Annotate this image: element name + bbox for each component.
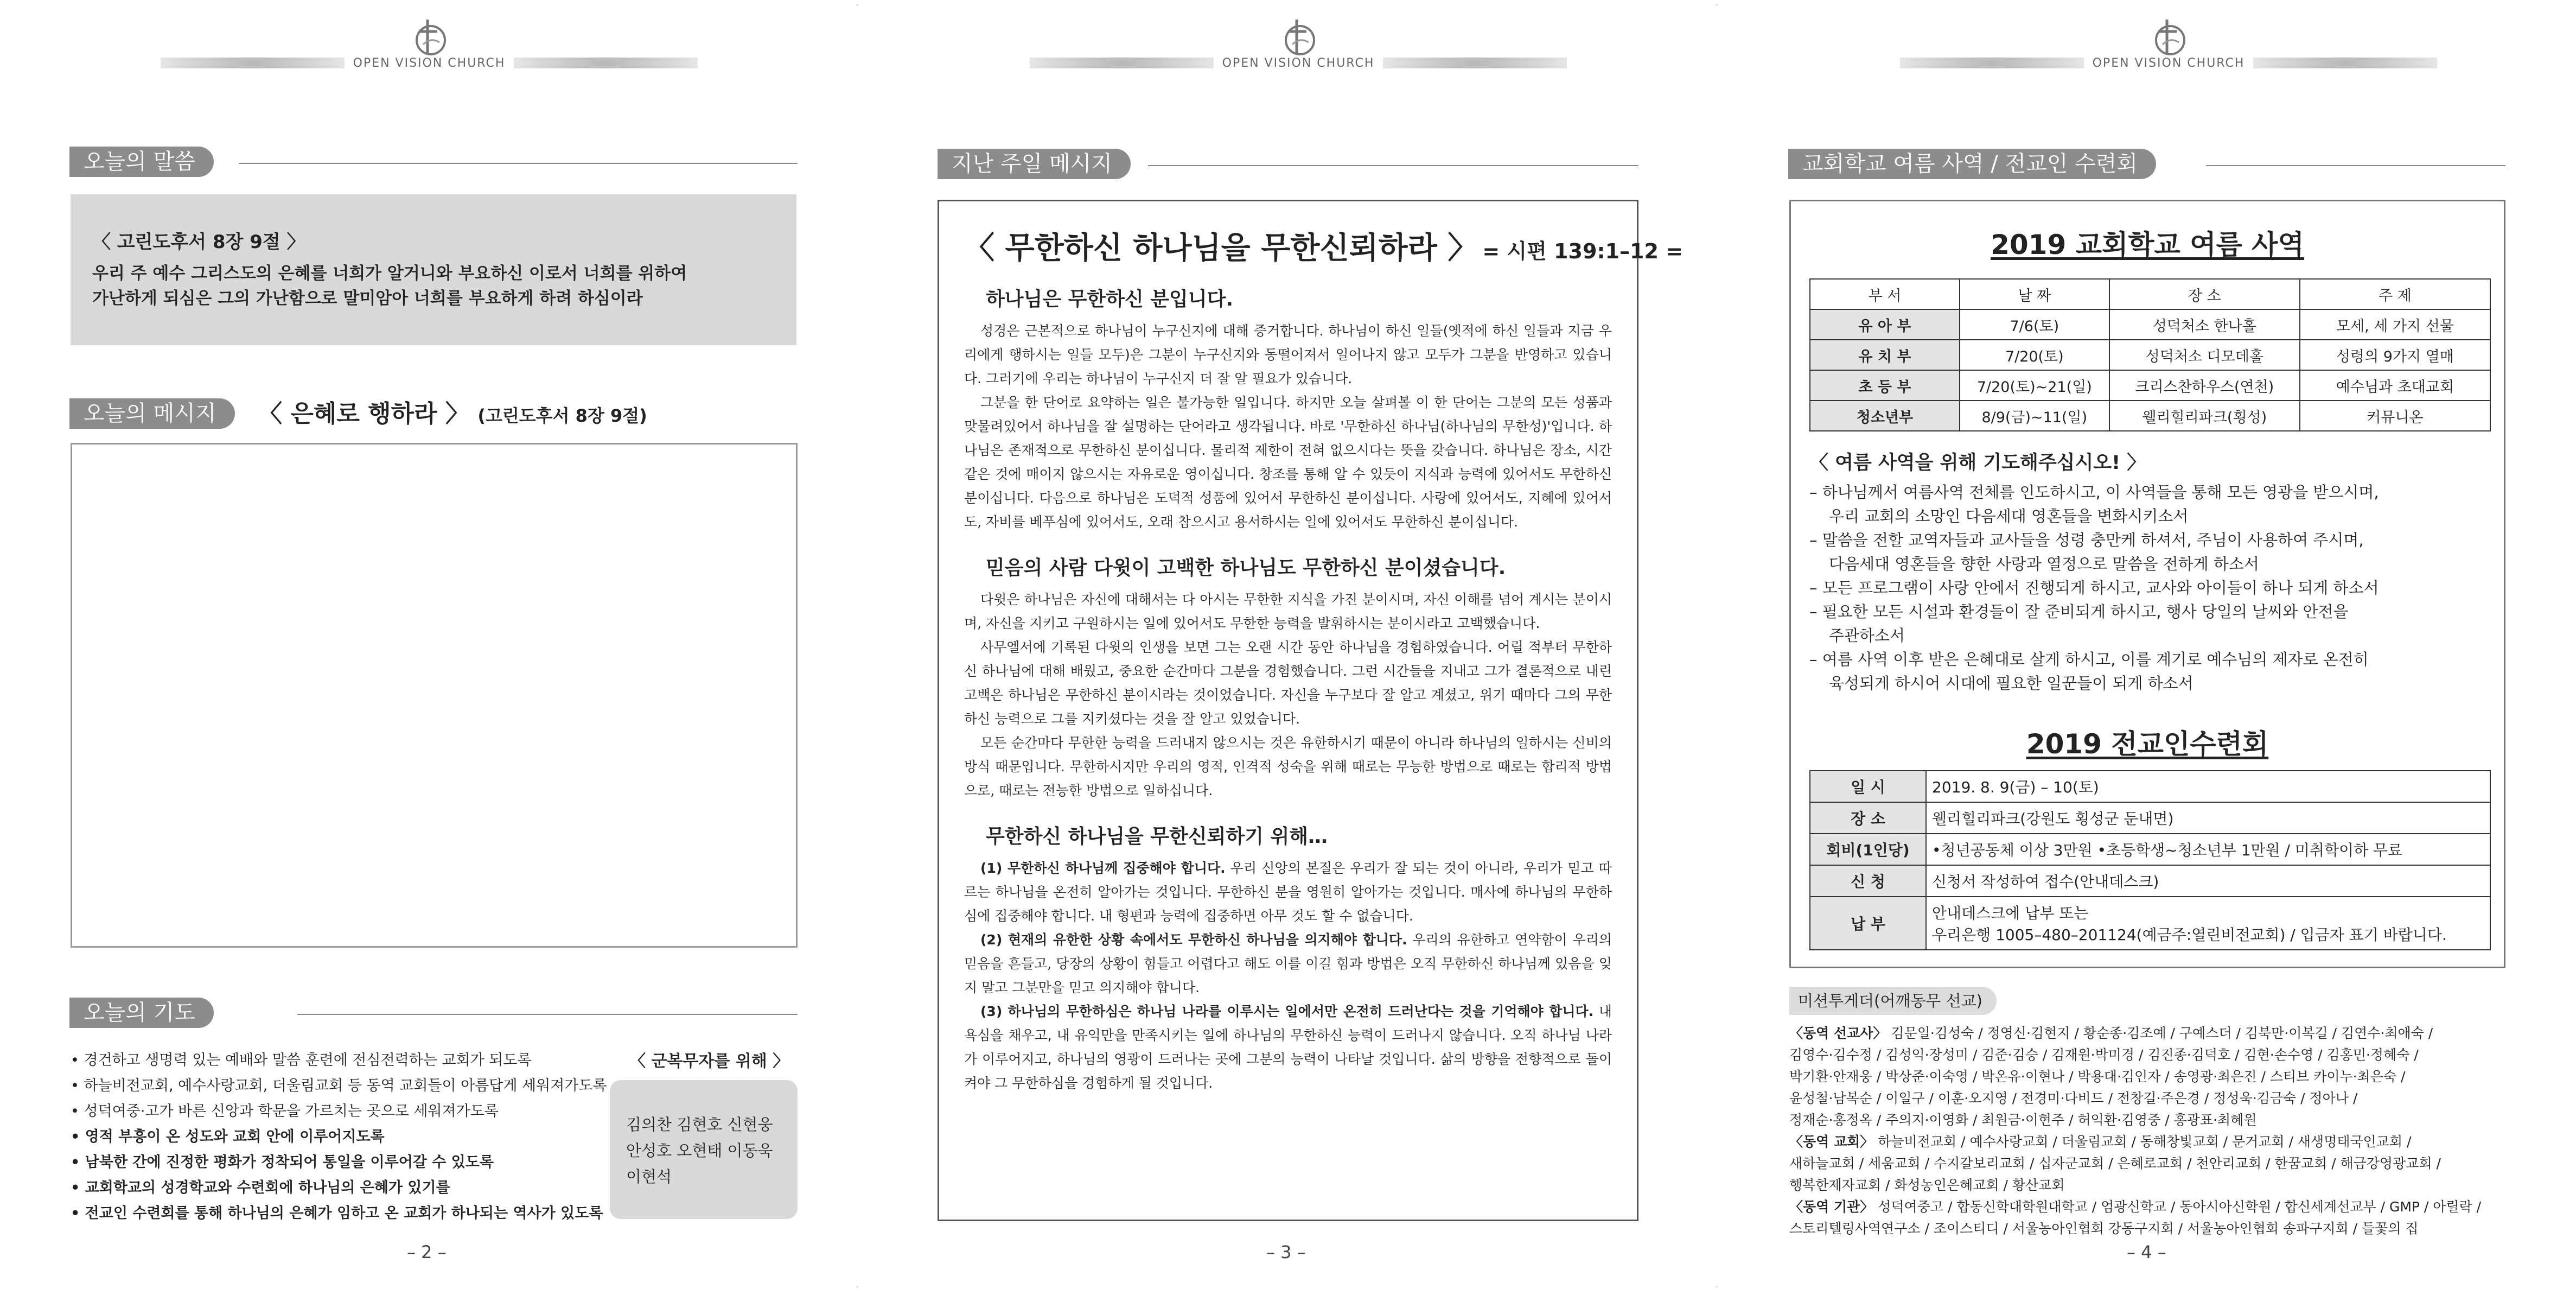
- paragraph: 다윗은 하나님은 자신에 대해서는 다 아시는 무한한 지식을 가진 분이시며, 자신 이해를 넘어 계시는 분이시며, 자신을 지키고 구원하시는 일에 있어서도 무한한 능력을 발휘하시는 분이시라고 고백했습니다.: [964, 592, 1612, 631]
- table-row: [1810, 370, 2490, 401]
- sermon-reference: = 시편 139:1–12 =: [1482, 239, 1683, 263]
- retreat-title: 2019 전교인수련회: [2026, 728, 2269, 760]
- mission-line: 김영수·김수정 / 김성익·장성미 / 김준·김승 / 김재원·박미경 / 김진종·김덕호 / 김현·손수영 / 김홍민·정혜숙 /: [1789, 1047, 2419, 1063]
- prayer-item: • 교회학교의 성경학교와 수련회에 하나님의 은혜가 있기를: [71, 1175, 613, 1201]
- paragraph: 그분을 한 단어로 요약하는 일은 불가능한 일입니다. 하지만 오늘 살펴볼 이 한 단어는 그분의 모든 성품과 맞물려있어서 하나님을 잘 설명하는 단어라고 생각됩니다. 바로 '무한하신 하나님(하나님의 무한성)'입니다. 하나님은 존재적으로 무한하신 분이십니다. 물리적 제한이 전혀 없으시다는 뜻을 갖습니다. 하나님은 장소, 시간 같은 것에 매이지 않으시는 자유로운 영이십니다. 창조를 통해 알 수 있듯이 지식과 능력에 있어서도 무한하신 분이십니다. 다음으로 하나님은 도덕적 성품에 있어서 무한하신 분이십니다. 사랑에 있어서도, 지혜에 있어서도, 자비를 베푸심에 있어서도, 오래 참으시고 용서하시는 일에 있어서도 무한하신 분이십니다.: [964, 395, 1612, 530]
- mission-label: 〈동역 기관〉: [1789, 1199, 1874, 1215]
- name-row: 안성호 오현태 이동욱: [626, 1141, 773, 1160]
- row-value: 신청서 작성하여 접수(안내데스크): [1926, 865, 2490, 897]
- name-row: 김의찬 김현호 신현웅: [626, 1115, 773, 1134]
- section-heading: 믿음의 사람 다윗이 고백한 하나님도 무한하신 분이셨습니다.: [986, 557, 1506, 579]
- cell: 성덕처소 한나홀: [2109, 309, 2300, 340]
- summer-prayer-title: 〈 여름 사역을 위해 기도해주십시오! 〉: [1809, 452, 2146, 474]
- sermon-reference: (고린도후서 8장 9절): [477, 405, 647, 426]
- row-value: 웰리힐리파크(강원도 횡성군 둔내면): [1926, 802, 2490, 834]
- prayer-line: – 여름 사역 이후 받은 은혜대로 살게 하시고, 이를 계기로 예수님의 제자로 온전히: [1809, 650, 2369, 669]
- prayer-line: 육성되게 하시어 시대에 필요한 일꾼들이 되게 하소서: [1829, 674, 2194, 693]
- cell: 성덕처소 디모데홀: [2109, 340, 2300, 370]
- row-value: 안내데스크에 납부 또는: [1932, 904, 2089, 922]
- mission-title: 미션투게더(어깨동무 선교): [1789, 987, 1997, 1015]
- summer-prayer-list: [1809, 480, 2488, 695]
- row-label: 장 소: [1810, 802, 1926, 834]
- section-heading: 하나님은 무한하신 분입니다.: [986, 288, 1234, 310]
- church-name: OPEN VISION CHURCH: [2092, 56, 2245, 70]
- prayer-item: • 전교인 수련회를 통해 하나님의 은혜가 임하고 온 교회가 하나되는 역사가 있도록: [71, 1201, 613, 1226]
- cell: 7/20(토): [1960, 340, 2109, 370]
- cell: 유 아 부: [1810, 309, 1960, 340]
- row-label: 신 청: [1810, 865, 1926, 897]
- sermon-notes-box: [71, 443, 798, 948]
- row-value: 우리은행 1005–480–201124(예금주:열린비전교회) / 입금자 표기 바랍니다.: [1932, 926, 2447, 944]
- page-number: – 3 –: [1266, 1242, 1306, 1262]
- page-number: – 2 –: [407, 1242, 447, 1262]
- verse-box: [71, 194, 796, 345]
- summer-table: [1809, 278, 2491, 431]
- prayer-list: [71, 1048, 613, 1226]
- paragraph: 사무엘서에 기록된 다윗의 인생을 보면 그는 오랜 시간 동안 하나님을 경험하였습니다. 어릴 적부터 무한하신 하나님에 대해 배웠고, 중요한 순간마다 그분을 경험했습니다. 그런 시간들을 지내고 그가 결론적으로 내린 고백은 하나님은 무한하신 분이시라는 것이었습니다. 자신을 누구보다 잘 알고 계셨고, 위기 때마다 그의 무한하신 능력으로 그를 지키셨다는 것을 잘 알고 있었습니다.: [964, 639, 1612, 727]
- cell: 웰리힐리파크(횡성): [2109, 401, 2300, 431]
- table-row: [1810, 897, 2490, 950]
- prayer-line: – 하나님께서 여름사역 전체를 인도하시고, 이 사역들을 통해 모든 영광을 받으시며,: [1809, 483, 2379, 502]
- header-band: [161, 56, 698, 69]
- mission-label: 〈동역 교회〉: [1789, 1134, 1874, 1150]
- prayer-line: 우리 교회의 소망인 다음세대 영혼들을 변화시키소서: [1829, 507, 2189, 525]
- column-header: 날 짜: [1960, 279, 2109, 309]
- mission-line: 박기환·안재웅 / 박상준·이숙영 / 박온유·이현나 / 박용대·김인자 / 송영광·최은진 / 스티브 카이누·최은숙 /: [1789, 1069, 2406, 1084]
- mission-line: 새하늘교회 / 세움교회 / 수지갈보리교회 / 십자군교회 / 은혜로교회 / 천안리교회 / 한꿈교회 / 해금강영광교회 /: [1789, 1156, 2441, 1171]
- cell: 7/6(토): [1960, 309, 2109, 340]
- section-title-last-message: 지난 주일 메시지: [938, 149, 1131, 179]
- sermon-title-text: 〈 은혜로 행하라 〉: [258, 400, 469, 428]
- church-logo-icon: [2146, 15, 2195, 59]
- mission-line: 윤성철·남복순 / 이일구 / 이훈·오지영 / 전경미·다비드 / 전창길·주은경 / 정성욱·김금숙 / 정아나 /: [1789, 1090, 2358, 1106]
- row-label: 일 시: [1810, 771, 1926, 802]
- prayer-item: • 영적 부흥이 온 성도와 교회 안에 이루어지도록: [71, 1124, 613, 1150]
- mission-text: 성덕여중고 / 합동신학대학원대학교 / 엄광신학교 / 동아시아신학원 / 합신세계선교부 / GMP / 아릴락 /: [1873, 1199, 2482, 1215]
- mission-line: 스토리텔링사역연구소 / 조이스티디 / 서울농아인협회 강동구지회 / 서울농아인협회 송파구지회 / 들꽃의 집: [1789, 1221, 2419, 1236]
- verse-line: 가난하게 되심은 그의 가난함으로 말미암아 너희를 부요하게 하려 하심이라: [92, 289, 643, 308]
- table-row: [1810, 834, 2490, 865]
- sermon-title: 〈 무한하신 하나님을 무한신뢰하라 〉: [964, 231, 1478, 266]
- fold-mark: ·: [856, 1, 859, 10]
- mission-line: [1789, 1023, 2516, 1044]
- divider: [2206, 165, 2505, 166]
- point-lead: (1) 무한하신 하나님께 집중해야 합니다.: [980, 860, 1226, 876]
- header-band: [1900, 56, 2437, 69]
- section-heading: 무한하신 하나님을 무한신뢰하기 위해…: [986, 826, 1328, 848]
- row-value-multiline: [1926, 897, 2490, 950]
- table-row: [1810, 340, 2490, 370]
- sermon-title: [258, 394, 647, 429]
- page-2: [0, 0, 857, 1295]
- mission-label: 〈동역 선교사〉: [1789, 1025, 1887, 1041]
- sermon-box: [938, 200, 1683, 1221]
- paragraph: 성경은 근본적으로 하나님이 누구신지에 대해 증거합니다. 하나님이 하신 일들(옛적에 하신 일들과 지금 우리에게 행하시는 일들 모두)은 그분이 누구신지와 동떨어져서 일어나지 않고 모두가 그분을 반영하고 있습니다. 그러기에 우리는 하나님이 누구신지 더 잘 알 필요가 있습니다.: [964, 323, 1612, 386]
- row-label: 납 부: [1810, 897, 1926, 950]
- paragraph: [964, 1000, 1612, 1095]
- point-lead: (2) 현재의 유한한 상황 속에서도 무한하신 하나님을 의지해야 합니다.: [980, 932, 1407, 948]
- column-header: 장 소: [2109, 279, 2300, 309]
- church-logo-icon: [1276, 15, 1325, 59]
- cell: 성령의 9가지 열매: [2300, 340, 2490, 370]
- cell: 크리스찬하우스(연천): [2109, 370, 2300, 401]
- page-number: – 4 –: [2127, 1242, 2166, 1262]
- military-names-box: [610, 1080, 798, 1219]
- table-row: [1810, 865, 2490, 897]
- prayer-line: 주관하소서: [1829, 626, 1905, 645]
- divider: [1148, 165, 1638, 166]
- point-lead: (3) 하나님의 무한하심은 하나님 나라를 이루시는 일에서만 온전히 드러난다는 것을 기억해야 합니다.: [980, 1004, 1594, 1019]
- mission-line: [1789, 1196, 2516, 1218]
- mission-line: 행복한제자교회 / 화성농인은혜교회 / 황산교회: [1789, 1177, 2065, 1193]
- section-title-message: 오늘의 메시지: [69, 398, 235, 429]
- table-row: [1810, 802, 2490, 834]
- prayer-line: 다음세대 영혼들을 향한 사랑과 열정으로 말씀을 전하게 하소서: [1829, 555, 2259, 573]
- fold-mark: ·: [1716, 1283, 1718, 1292]
- cell: 유 치 부: [1810, 340, 1960, 370]
- mission-list: [1789, 1023, 2516, 1240]
- mission-line: [1789, 1131, 2516, 1153]
- column-header: 부 서: [1810, 279, 1960, 309]
- prayer-item: • 성덕여중·고가 바른 신앙과 학문을 가르치는 곳으로 세워져가도록: [71, 1099, 613, 1124]
- row-value: 2019. 8. 9(금) – 10(토): [1926, 771, 2490, 802]
- cell: 커뮤니온: [2300, 401, 2490, 431]
- cell: 8/9(금)~11(일): [1960, 401, 2109, 431]
- fold-mark: ·: [856, 1283, 859, 1292]
- table-row: [1810, 401, 2490, 431]
- prayer-item: • 남북한 간에 진정한 평화가 정착되어 통일을 이루어갈 수 있도록: [71, 1150, 613, 1175]
- fold-mark: ·: [1716, 1, 1718, 10]
- cell: 초 등 부: [1810, 370, 1960, 401]
- church-name: OPEN VISION CHURCH: [353, 56, 506, 70]
- cell: 7/20(토)~21(일): [1960, 370, 2109, 401]
- prayer-item: • 하늘비전교회, 예수사랑교회, 더울림교회 등 동역 교회들이 아름답게 세워져가도록: [71, 1073, 613, 1099]
- page-4: [1718, 0, 2576, 1295]
- cell: 모세, 세 가지 선물: [2300, 309, 2490, 340]
- header-band: [1030, 56, 1567, 69]
- table-row: [1810, 771, 2490, 802]
- name-row: 이현석: [626, 1167, 672, 1186]
- paragraph: [964, 856, 1612, 928]
- point-text: 우리의 유한하고 연약함이 우리의 믿음을 흔들고, 당장의 상황이 힘들고 어렵다고 해도 이를 이길 힘과 방법은 오직 무한하신 하나님께 있음을 잊지 말고 그분만을 믿고 의지해야 합니다.: [964, 932, 1612, 995]
- prayer-line: – 모든 프로그램이 사랑 안에서 진행되게 하시고, 교사와 아이들이 하나 되게 하소서: [1809, 579, 2379, 597]
- section-title-word: 오늘의 말씀: [69, 147, 214, 177]
- page-3: [858, 0, 1717, 1295]
- point-text: 내 욕심을 채우고, 내 유익만을 만족시키는 일에 하나님의 무한하신 능력이 드러나지 않습니다. 오직 하나님 나라가 이루어지고, 하나님의 영광이 드러나는 곳에 그분의 능력이 나타날 것입니다. 삶의 방향을 전향적으로 돌이켜야 그 무한하심을 경험하게 될 것입니다.: [964, 1004, 1612, 1091]
- paragraph: [964, 928, 1612, 1000]
- row-value: •청년공동체 이상 3만원 •초등학생~청소년부 1만원 / 미취학이하 무료: [1926, 834, 2490, 865]
- church-logo-icon: [407, 15, 456, 59]
- retreat-table: [1809, 770, 2491, 950]
- section-title-events: 교회학교 여름 사역 / 전교인 수련회: [1788, 149, 2156, 179]
- row-label: 회비(1인당): [1810, 834, 1926, 865]
- verse-reference: 〈 고린도후서 8장 9절 〉: [92, 231, 305, 253]
- mission-line: 정재순·홍정옥 / 주의지·이영화 / 최원금·이현주 / 허익환·김영중 / 홍광표·최혜원: [1789, 1112, 2257, 1128]
- summer-title: 2019 교회학교 여름 사역: [1991, 229, 2304, 261]
- military-prayer-title: 〈 군복무자를 위해 〉: [629, 1052, 789, 1071]
- table-row: [1810, 309, 2490, 340]
- mission-text: 하늘비전교회 / 예수사랑교회 / 더울림교회 / 동해창빛교회 / 문거교회 / 새생명태국인교회 /: [1873, 1134, 2412, 1150]
- divider: [297, 1014, 798, 1015]
- table-header-row: [1810, 279, 2490, 309]
- divider: [239, 163, 798, 164]
- cell: 예수님과 초대교회: [2300, 370, 2490, 401]
- column-header: 주 제: [2300, 279, 2490, 309]
- prayer-line: – 필요한 모든 시설과 환경들이 잘 준비되게 하시고, 행사 당일의 날씨와 안전을: [1809, 602, 2349, 621]
- sermon-heading: [964, 224, 1683, 268]
- section-title-prayer: 오늘의 기도: [69, 998, 214, 1028]
- verse-line: 우리 주 예수 그리스도의 은혜를 너희가 알거니와 부요하신 이로서 너희를 위하여: [92, 264, 687, 283]
- prayer-item: • 경건하고 생명력 있는 예배와 말씀 훈련에 전심전력하는 교회가 되도록: [71, 1048, 613, 1073]
- point-text: 우리 신앙의 본질은 우리가 잘 되는 것이 아니라, 우리가 믿고 따르는 하나님을 온전히 알아가는 것입니다. 무한하신 분을 영원히 알아가는 것입니다. 매사에 하나님의 무한하심에 집중해야 합니다. 내 형편과 능력에 집중하면 아무 것도 할 수 없습니다.: [964, 860, 1612, 924]
- church-name: OPEN VISION CHURCH: [1222, 56, 1375, 70]
- paragraph: 모든 순간마다 무한한 능력을 드러내지 않으시는 것은 유한하시기 때문이 아니라 하나님의 일하시는 신비의 방식 때문입니다. 무한하시지만 우리의 영적, 인격적 성숙을 위해 때로는 무능한 방법으로 때로는 합리적 방법으로, 때로는 전능한 방법으로 일하십니다.: [964, 735, 1612, 798]
- cell: 청소년부: [1810, 401, 1960, 431]
- prayer-line: – 말씀을 전할 교역자들과 교사들을 성령 충만케 하셔서, 주님이 사용하여 주시며,: [1809, 531, 2364, 549]
- mission-text: 김문일·김성숙 / 정영신·김현지 / 황순종·김조예 / 구예스더 / 김북만·이복길 / 김연수·최애숙 /: [1886, 1025, 2433, 1041]
- events-card: [1789, 200, 2505, 968]
